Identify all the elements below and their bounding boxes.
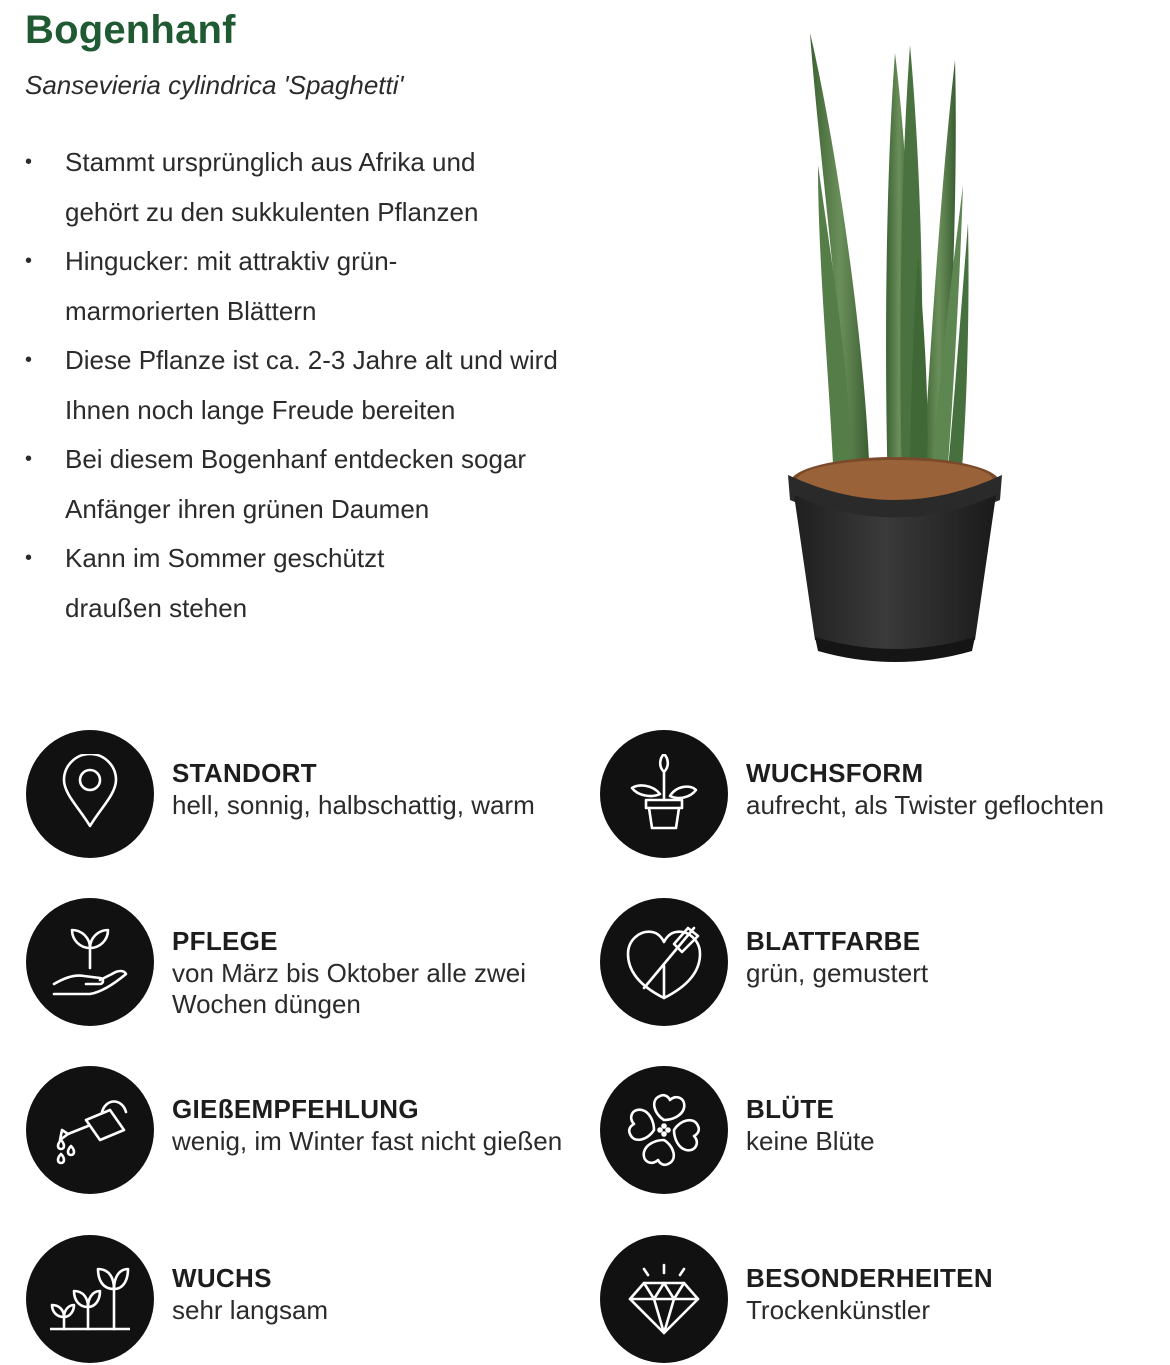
hand-seedling-icon xyxy=(26,898,154,1026)
watering-can-icon xyxy=(26,1066,154,1194)
plant-product-image xyxy=(770,25,1030,665)
botanical-name: Sansevieria cylindrica 'Spaghetti' xyxy=(25,70,404,100)
bullet-item: • Hingucker: mit attraktiv grün- marmorierten Blättern xyxy=(25,237,585,336)
feature-heading: STANDORT xyxy=(172,758,317,788)
feature-value: keine Blüte xyxy=(746,1126,875,1156)
feature-value: Trockenkünstler xyxy=(746,1295,930,1325)
feature-value: aufrecht, als Twister geflochten xyxy=(746,790,1104,820)
potted-plant-icon xyxy=(600,730,728,858)
feature-pflege xyxy=(26,898,586,1028)
feature-heading: PFLEGE xyxy=(172,926,278,956)
feature-besonderheiten xyxy=(600,1235,1160,1365)
location-pin-icon xyxy=(26,730,154,858)
bullet-item: • Bei diesem Bogenhanf entdecken sogar Anfänger ihren grünen Daumen xyxy=(25,435,585,534)
bullet-item: • Kann im Sommer geschützt draußen stehen xyxy=(25,534,585,633)
feature-value: wenig, im Winter fast nicht gießen xyxy=(172,1126,563,1156)
feature-heading: BESONDERHEITEN xyxy=(746,1263,993,1293)
bullet-dot-icon: • xyxy=(25,448,33,470)
bullet-dot-icon: • xyxy=(25,250,33,272)
page-title: Bogenhanf xyxy=(25,8,236,52)
leaf-brush-icon xyxy=(600,898,728,1026)
feature-heading: BLATTFARBE xyxy=(746,926,921,956)
feature-heading: GIEßEMPFEHLUNG xyxy=(172,1094,419,1124)
feature-value: von März bis Oktober alle zwei Wochen düngen xyxy=(172,958,527,1019)
feature-wuchsform xyxy=(600,730,1160,860)
feature-heading: WUCHS xyxy=(172,1263,272,1293)
bullet-dot-icon: • xyxy=(25,151,33,173)
feature-giessen xyxy=(26,1066,586,1196)
feature-wuchs xyxy=(26,1235,586,1365)
diamond-icon xyxy=(600,1235,728,1363)
feature-value: grün, gemustert xyxy=(746,958,929,988)
feature-bluete xyxy=(600,1066,1160,1196)
bullet-dot-icon: • xyxy=(25,547,33,569)
bullet-item: • Diese Pflanze ist ca. 2-3 Jahre alt und wird Ihnen noch lange Freude bereiten xyxy=(25,336,585,435)
bullet-dot-icon: • xyxy=(25,349,33,371)
feature-bullet-list xyxy=(25,138,585,633)
feature-blattfarbe xyxy=(600,898,1160,1028)
feature-heading: WUCHSFORM xyxy=(746,758,924,788)
feature-heading: BLÜTE xyxy=(746,1094,835,1124)
growth-sprouts-icon xyxy=(26,1235,154,1363)
bullet-item: • Stammt ursprünglich aus Afrika und gehört zu den sukkulenten Pflanzen xyxy=(25,138,585,237)
feature-value: sehr langsam xyxy=(172,1295,329,1325)
feature-value: hell, sonnig, halbschattig, warm xyxy=(172,790,535,820)
flower-icon xyxy=(600,1066,728,1194)
feature-standort xyxy=(26,730,586,860)
